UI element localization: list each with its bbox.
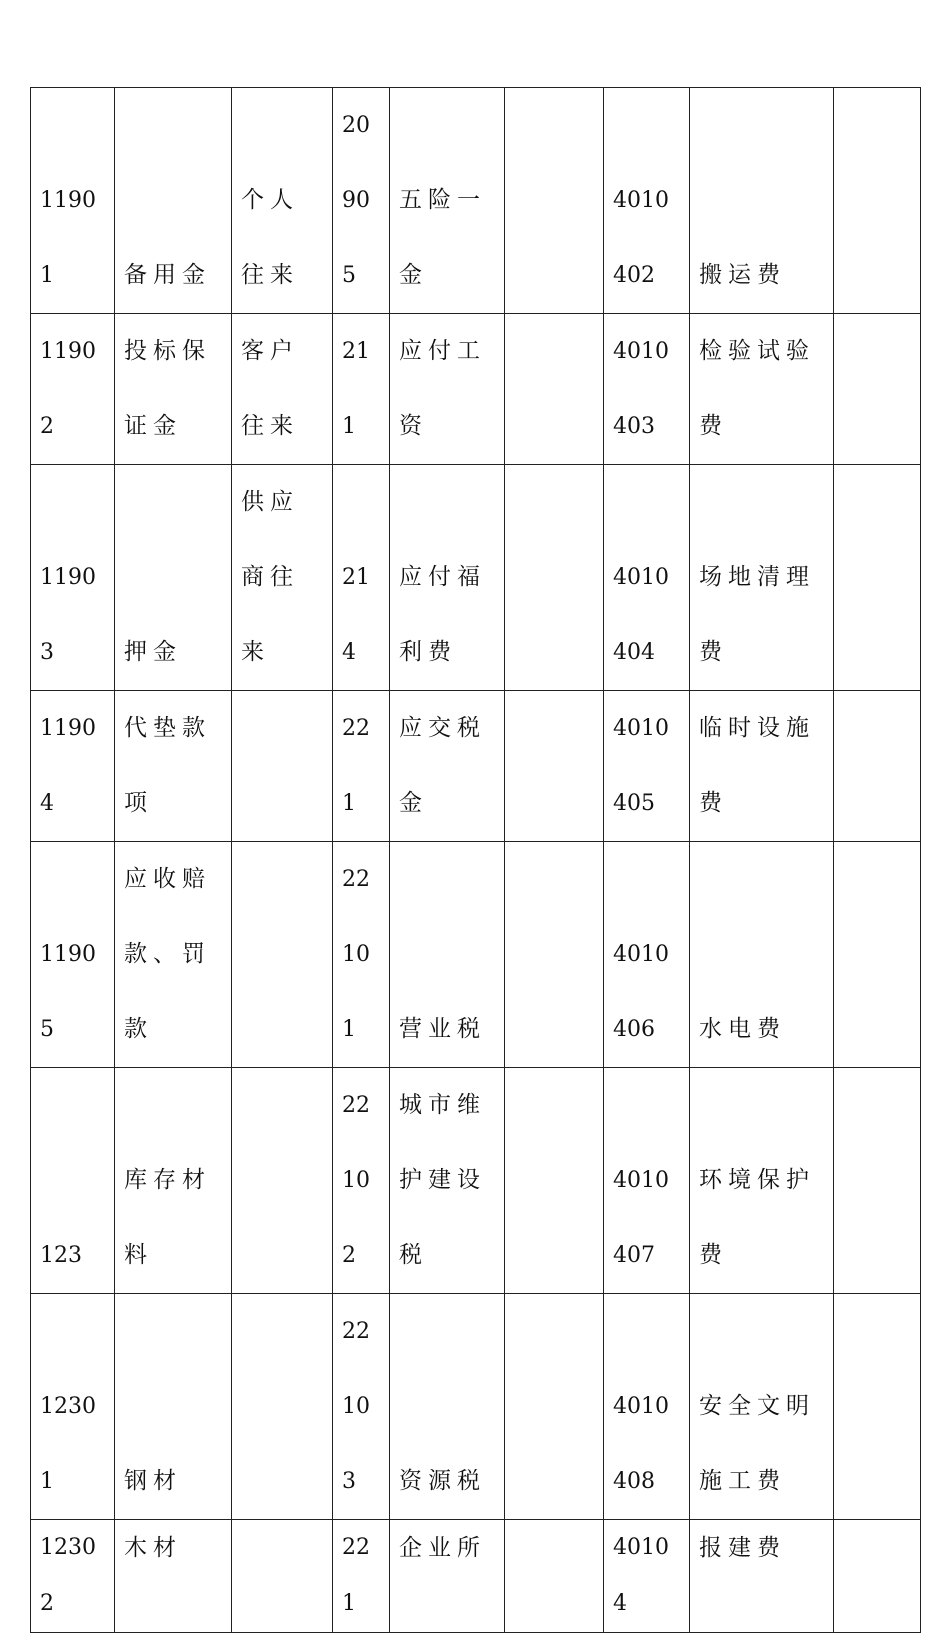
auxiliary-cell	[232, 842, 333, 1068]
account-name-cell: 水电费	[690, 842, 834, 1068]
account-name-cell: 应付工资	[390, 314, 505, 465]
account-code-cell: 22102	[333, 1068, 390, 1294]
auxiliary-cell: 供应商往来	[232, 465, 333, 691]
account-name-cell: 环境保护费	[690, 1068, 834, 1294]
auxiliary-cell	[505, 314, 604, 465]
account-code-cell: 221	[333, 1520, 390, 1633]
account-name-cell: 备用金	[115, 88, 232, 314]
auxiliary-cell	[834, 88, 921, 314]
auxiliary-cell	[834, 691, 921, 842]
account-code-table	[30, 87, 921, 1633]
account-code-cell: 211	[333, 314, 390, 465]
auxiliary-cell	[834, 1294, 921, 1520]
account-code-cell: 221	[333, 691, 390, 842]
account-code-cell: 12302	[31, 1520, 115, 1633]
table-row	[31, 314, 921, 465]
auxiliary-cell: 个人往来	[232, 88, 333, 314]
account-code-cell: 11901	[31, 88, 115, 314]
account-code-cell: 4010405	[604, 691, 690, 842]
account-code-cell: 11905	[31, 842, 115, 1068]
account-name-cell: 场地清理费	[690, 465, 834, 691]
auxiliary-cell	[505, 1068, 604, 1294]
auxiliary-cell	[232, 1068, 333, 1294]
account-name-cell: 应付福利费	[390, 465, 505, 691]
account-name-cell: 搬运费	[690, 88, 834, 314]
auxiliary-cell	[834, 842, 921, 1068]
auxiliary-cell	[834, 1068, 921, 1294]
account-name-cell: 投标保证金	[115, 314, 232, 465]
account-code-cell: 11902	[31, 314, 115, 465]
account-name-cell: 钢材	[115, 1294, 232, 1520]
account-name-cell: 押金	[115, 465, 232, 691]
account-code-cell: 4010404	[604, 465, 690, 691]
account-name-cell: 城市维护建设税	[390, 1068, 505, 1294]
account-code-cell: 22101	[333, 842, 390, 1068]
auxiliary-cell	[834, 465, 921, 691]
account-name-cell: 应交税金	[390, 691, 505, 842]
account-name-cell: 报建费	[690, 1520, 834, 1633]
auxiliary-cell	[505, 1294, 604, 1520]
account-code-cell: 22103	[333, 1294, 390, 1520]
account-name-cell: 临时设施费	[690, 691, 834, 842]
account-code-cell: 12301	[31, 1294, 115, 1520]
auxiliary-cell	[232, 691, 333, 842]
account-code-cell: 20905	[333, 88, 390, 314]
account-code-cell: 214	[333, 465, 390, 691]
account-code-cell: 4010406	[604, 842, 690, 1068]
account-code-cell: 4010402	[604, 88, 690, 314]
table-row	[31, 1294, 921, 1520]
account-name-cell: 木材	[115, 1520, 232, 1633]
auxiliary-cell	[505, 465, 604, 691]
auxiliary-cell: 客户往来	[232, 314, 333, 465]
auxiliary-cell	[505, 88, 604, 314]
account-name-cell: 安全文明施工费	[690, 1294, 834, 1520]
account-name-cell: 检验试验费	[690, 314, 834, 465]
table-row	[31, 691, 921, 842]
table-row	[31, 1068, 921, 1294]
auxiliary-cell	[232, 1294, 333, 1520]
account-name-cell: 应收赔款、罚款	[115, 842, 232, 1068]
account-code-cell: 4010403	[604, 314, 690, 465]
account-name-cell: 企业所	[390, 1520, 505, 1633]
auxiliary-cell	[834, 1520, 921, 1633]
account-name-cell: 代垫款项	[115, 691, 232, 842]
auxiliary-cell	[505, 1520, 604, 1633]
auxiliary-cell	[505, 842, 604, 1068]
account-code-cell: 11903	[31, 465, 115, 691]
account-code-cell: 123	[31, 1068, 115, 1294]
account-code-cell: 11904	[31, 691, 115, 842]
account-name-cell: 资源税	[390, 1294, 505, 1520]
account-name-cell: 库存材料	[115, 1068, 232, 1294]
table-row	[31, 842, 921, 1068]
auxiliary-cell	[232, 1520, 333, 1633]
table-row	[31, 88, 921, 314]
account-code-cell: 4010408	[604, 1294, 690, 1520]
auxiliary-cell	[834, 314, 921, 465]
table-row	[31, 465, 921, 691]
account-name-cell: 五险一金	[390, 88, 505, 314]
account-name-cell: 营业税	[390, 842, 505, 1068]
auxiliary-cell	[505, 691, 604, 842]
table-row	[31, 1520, 921, 1633]
account-code-cell: 40104	[604, 1520, 690, 1633]
account-code-cell: 4010407	[604, 1068, 690, 1294]
